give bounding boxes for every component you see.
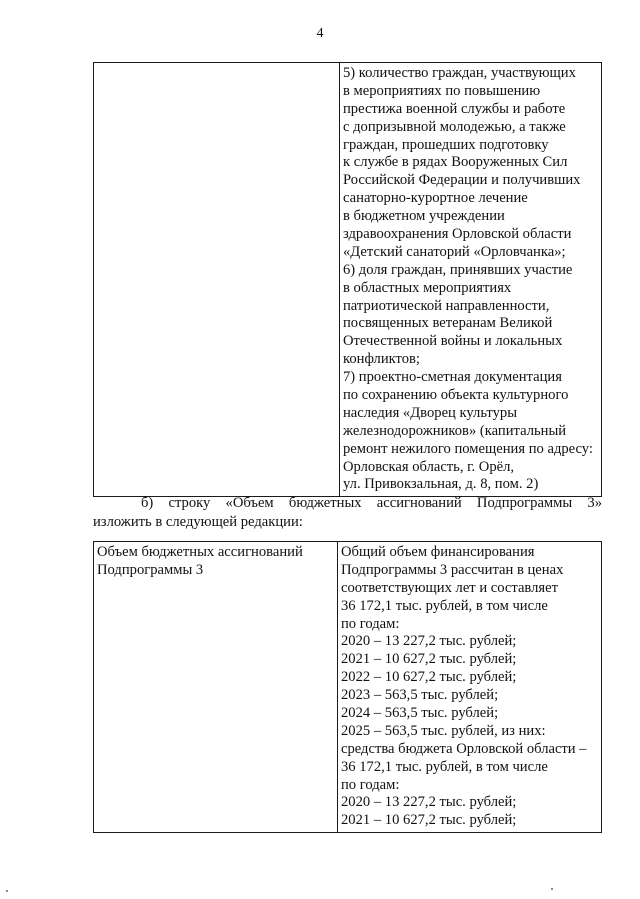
- text-line: 2023 – 563,5 тыс. рублей;: [341, 687, 499, 704]
- text-line: конфликтов;: [343, 351, 420, 368]
- budget-value-text: [341, 544, 597, 830]
- word: Подпрограммы: [476, 495, 573, 511]
- budget-label-cell: [94, 542, 338, 833]
- text-line: Общий объем финансирования: [341, 544, 535, 560]
- table-row: [94, 63, 602, 497]
- text-line: в мероприятиях по повышению: [343, 82, 541, 99]
- word: строку: [168, 495, 211, 511]
- text-line: 2021 – 10 627,2 тыс. рублей;: [341, 812, 517, 829]
- text-line: патриотической направленности,: [343, 297, 550, 314]
- text-line: по сохранению объекта культурного: [343, 387, 569, 404]
- indicators-text: [343, 65, 597, 494]
- budget-label-text: [97, 544, 333, 580]
- text-line: 36 172,1 тыс. рублей, в том числе: [341, 758, 548, 775]
- table-row: [94, 542, 602, 833]
- word: б): [141, 495, 154, 511]
- text-line: 2022 – 10 627,2 тыс. рублей;: [341, 669, 517, 686]
- amendment-line-1: [93, 494, 602, 513]
- word: 3»: [587, 495, 602, 511]
- table-cell-empty: [94, 63, 340, 497]
- word: бюджетных: [288, 495, 362, 511]
- text-line: 2020 – 13 227,2 тыс. рублей;: [341, 794, 517, 811]
- text-line: 2024 – 563,5 тыс. рублей;: [341, 705, 499, 722]
- text-line: 6) доля граждан, принявших участие: [343, 261, 573, 278]
- amendment-paragraph: [93, 494, 602, 532]
- text-line: 2025 – 563,5 тыс. рублей, из них:: [341, 722, 546, 739]
- text-line: посвященных ветеранам Великой: [343, 315, 553, 332]
- page-number: 4: [316, 26, 324, 41]
- text-line: с допризывной молодежью, а также: [343, 118, 566, 135]
- text-line: средства бюджета Орловской области –: [341, 740, 587, 757]
- indicators-table-continued: [93, 62, 602, 497]
- text-line: Объем бюджетных ассигнований: [97, 544, 303, 560]
- text-line: 5) количество граждан, участвующих: [343, 65, 576, 81]
- text-line: ул. Привокзальная, д. 8, пом. 2): [343, 476, 539, 493]
- text-line: 36 172,1 тыс. рублей, в том числе: [341, 597, 548, 614]
- scan-artifact: [6, 890, 8, 892]
- text-line: в бюджетном учреждении: [343, 208, 505, 225]
- text-line: Отечественной войны и локальных: [343, 333, 563, 350]
- text-line: Подпрограммы 3 рассчитан в ценах: [341, 561, 564, 578]
- scan-artifact: [551, 888, 553, 890]
- text-line: 2021 – 10 627,2 тыс. рублей;: [341, 651, 517, 668]
- text-line: ремонт нежилого помещения по адресу:: [343, 440, 593, 457]
- text-line: по годам:: [341, 776, 400, 793]
- text-line: соответствующих лет и составляет: [341, 579, 558, 596]
- text-line: «Детский санаторий «Орловчанка»;: [343, 243, 566, 260]
- text-line: престижа военной службы и работе: [343, 100, 566, 117]
- text-line: наследия «Дворец культуры: [343, 404, 518, 421]
- text-line: 7) проектно-сметная документация: [343, 369, 562, 386]
- word: ассигнований: [376, 495, 462, 511]
- text-line: 2020 – 13 227,2 тыс. рублей;: [341, 633, 517, 650]
- text-line: в областных мероприятиях: [343, 279, 512, 296]
- text-line: Подпрограммы 3: [97, 561, 204, 578]
- text-line: по годам:: [341, 615, 400, 632]
- budget-table: [93, 541, 602, 833]
- indicators-cell: [340, 63, 602, 497]
- text-line: здравоохранения Орловской области: [343, 226, 572, 243]
- text-line: к службе в рядах Вооруженных Сил: [343, 154, 568, 171]
- text-line: санаторно-курортное лечение: [343, 190, 528, 207]
- amendment-line-2: изложить в следующей редакции:: [93, 514, 303, 530]
- text-line: Российской Федерации и получивших: [343, 172, 581, 189]
- text-line: граждан, прошедших подготовку: [343, 136, 549, 153]
- word: «Объем: [225, 495, 274, 511]
- budget-value-cell: [338, 542, 602, 833]
- text-line: Орловская область, г. Орёл,: [343, 458, 515, 475]
- text-line: железнодорожников» (капитальный: [343, 422, 567, 439]
